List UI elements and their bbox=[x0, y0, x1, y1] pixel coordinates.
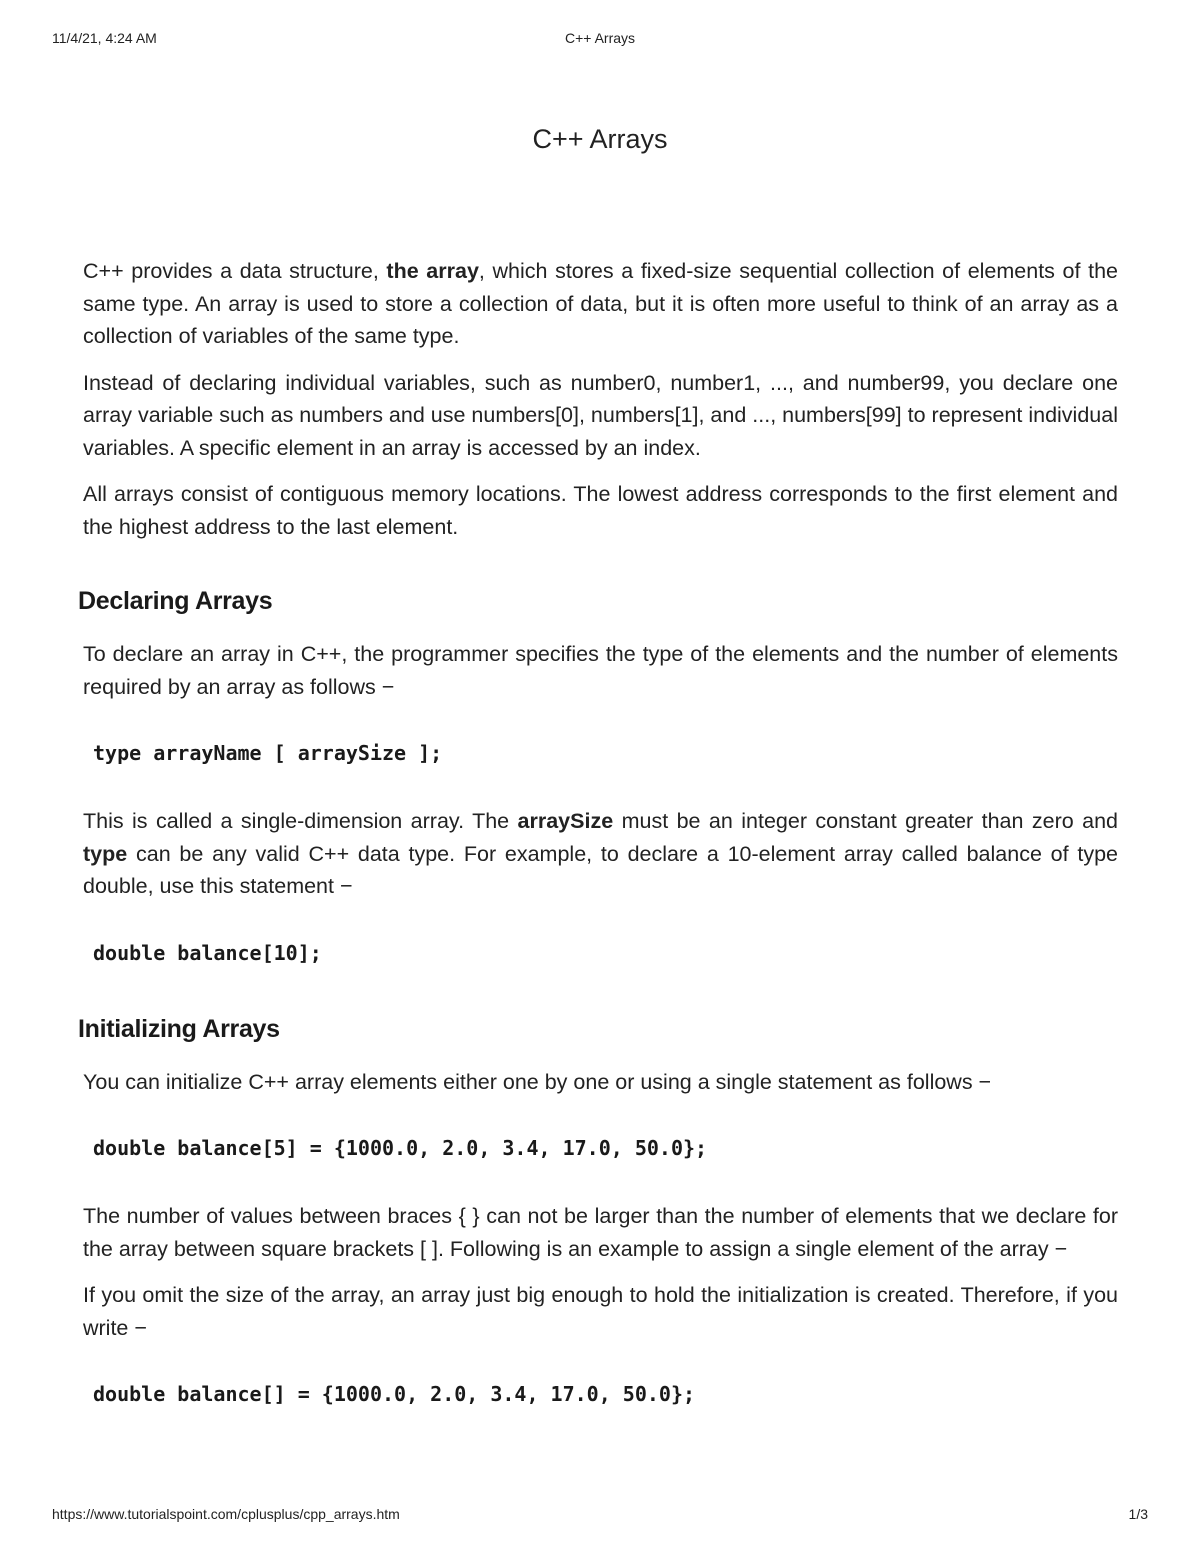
print-header-title: C++ Arrays bbox=[564, 30, 636, 46]
declaring-paragraph-2: This is called a single-dimension array. The arraySize must be an integer constant greater than zero and type can be any valid C++ data type. For example, to declare a 10-element array called balance of type double, use this statement − bbox=[83, 809, 1118, 898]
section-heading-declaring: Declaring Arrays bbox=[78, 587, 273, 615]
code-declare-example: double balance[10]; bbox=[93, 940, 322, 965]
page-number: 1/3 bbox=[1128, 1506, 1148, 1522]
initializing-paragraph-1: You can initialize C++ array elements either one by one or using a single statement as follows − bbox=[83, 1069, 992, 1094]
initializing-paragraph-2: The number of values between braces { } can not be larger than the number of elements that we declare for the array between square brackets [ ]. Following is an example to assign a single element of the array − bbox=[83, 1204, 1118, 1261]
article-body bbox=[78, 255, 1118, 1406]
term-type: type bbox=[83, 841, 128, 866]
code-declare-syntax: type arrayName [ arraySize ]; bbox=[93, 741, 443, 765]
initializing-paragraph-3: If you omit the size of the array, an array just big enough to hold the initialization is created. Therefore, if you write − bbox=[83, 1283, 1118, 1340]
term-the-array: the array bbox=[386, 259, 479, 283]
page-title: C++ Arrays bbox=[532, 124, 668, 154]
term-arraysize: arraySize bbox=[517, 809, 614, 833]
code-initialize-unsized: double balance[] = {1000.0, 2.0, 3.4, 17.0, 50.0}; bbox=[93, 1382, 696, 1406]
print-datetime: 11/4/21, 4:24 AM bbox=[52, 30, 157, 46]
declaring-paragraph-1: To declare an array in C++, the programmer specifies the type of the elements and the number of elements required by an array as follows − bbox=[83, 642, 1118, 699]
section-heading-initializing: Initializing Arrays bbox=[78, 1014, 280, 1043]
code-initialize-sized: double balance[5] = {1000.0, 2.0, 3.4, 17.0, 50.0}; bbox=[93, 1136, 708, 1160]
intro-paragraph-3: All arrays consist of contiguous memory locations. The lowest address corresponds to the first element and the highest address to the last element. bbox=[83, 482, 1118, 539]
source-url: https://www.tutorialspoint.com/cplusplus/cpp_arrays.htm bbox=[52, 1506, 400, 1522]
intro-paragraph-2: Instead of declaring individual variables, such as number0, number1, ..., and number99, you declare one array variable such as numbers and use numbers[0], numbers[1], and ..., numbers[99] to represent individual variables. A specific element in an array is accessed by an index. bbox=[83, 370, 1118, 460]
intro-paragraph-1: C++ provides a data structure, the array, which stores a fixed-size sequential collection of elements of the same type. An array is used to store a collection of data, but it is often more useful to think of an array as a collection of variables of the same type. bbox=[83, 259, 1118, 348]
